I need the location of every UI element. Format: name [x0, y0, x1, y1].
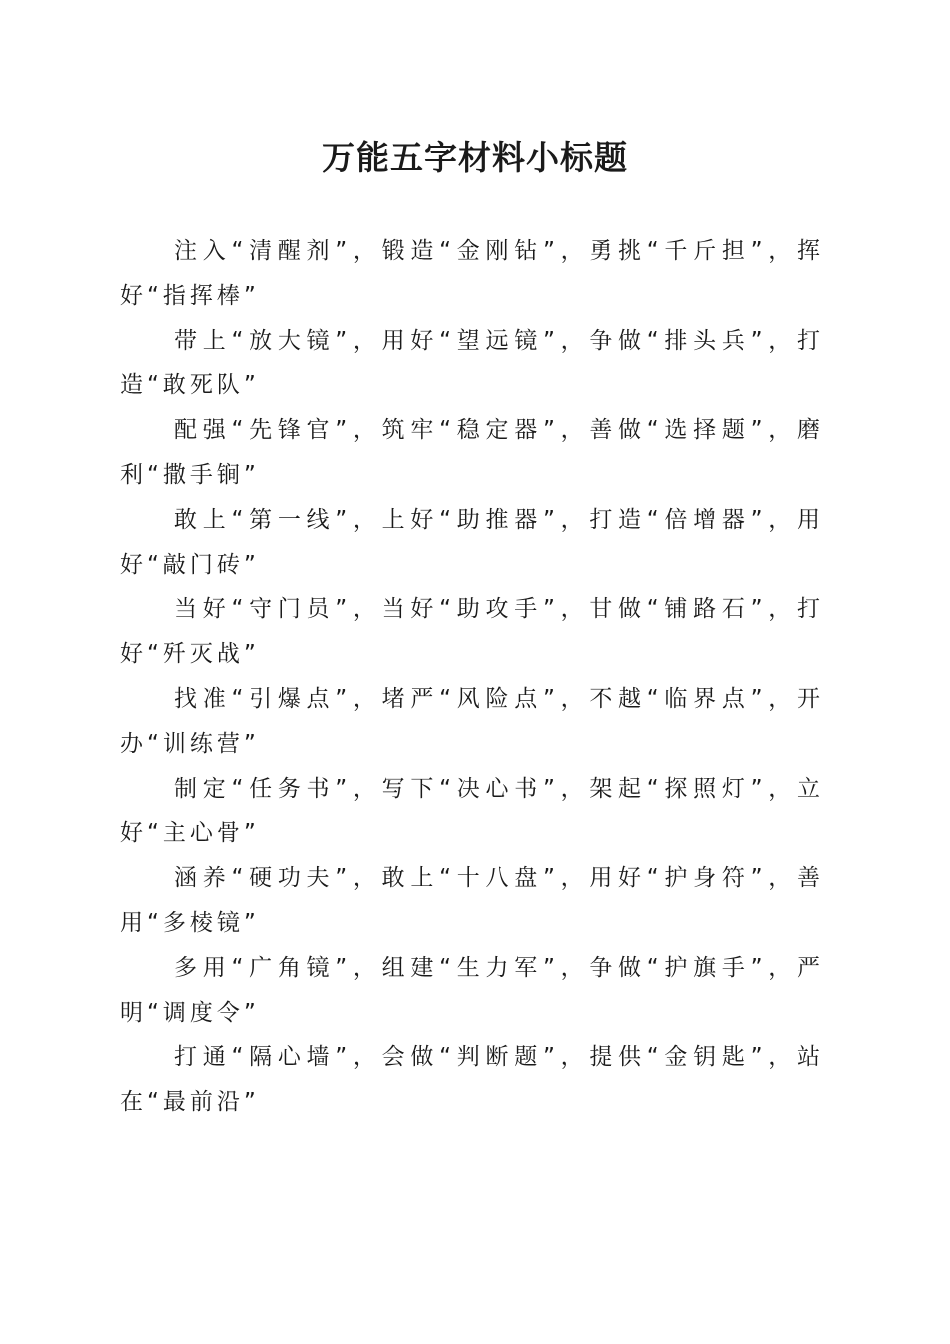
- paragraph: 找准“引爆点”，堵严“风险点”，不越“临界点”，开办“训练营”: [120, 685, 824, 757]
- paragraph: 敢上“第一线”，上好“助推器”，打造“倍增器”，用好“敲门砖”: [120, 506, 824, 578]
- paragraph: 打通“隔心墙”，会做“判断题”，提供“金钥匙”，站在“最前沿”: [120, 1044, 824, 1116]
- paragraph: 注入“清醒剂”，锻造“金刚钻”，勇挑“千斤担”，挥好“指挥棒”: [120, 238, 824, 309]
- paragraph: 制定“任务书”，写下“决心书”，架起“探照灯”，立好“主心骨”: [120, 775, 824, 847]
- paragraph: 涵养“硬功夫”，敢上“十八盘”，用好“护身符”，善用“多棱镜”: [120, 865, 824, 936]
- document-body: [120, 229, 824, 1125]
- document-title: 万能五字材料小标题: [322, 138, 628, 177]
- paragraph: 带上“放大镜”，用好“望远镜”，争做“排头兵”，打造“敢死队”: [120, 327, 824, 399]
- paragraph: 多用“广角镜”，组建“生力军”，争做“护旗手”，严明“调度令”: [120, 954, 824, 1026]
- paragraph: 当好“守门员”，当好“助攻手”，甘做“铺路石”，打好“歼灭战”: [120, 596, 824, 668]
- paragraph: 配强“先锋官”，筑牢“稳定器”，善做“选择题”，磨利“撒手锏”: [120, 417, 824, 488]
